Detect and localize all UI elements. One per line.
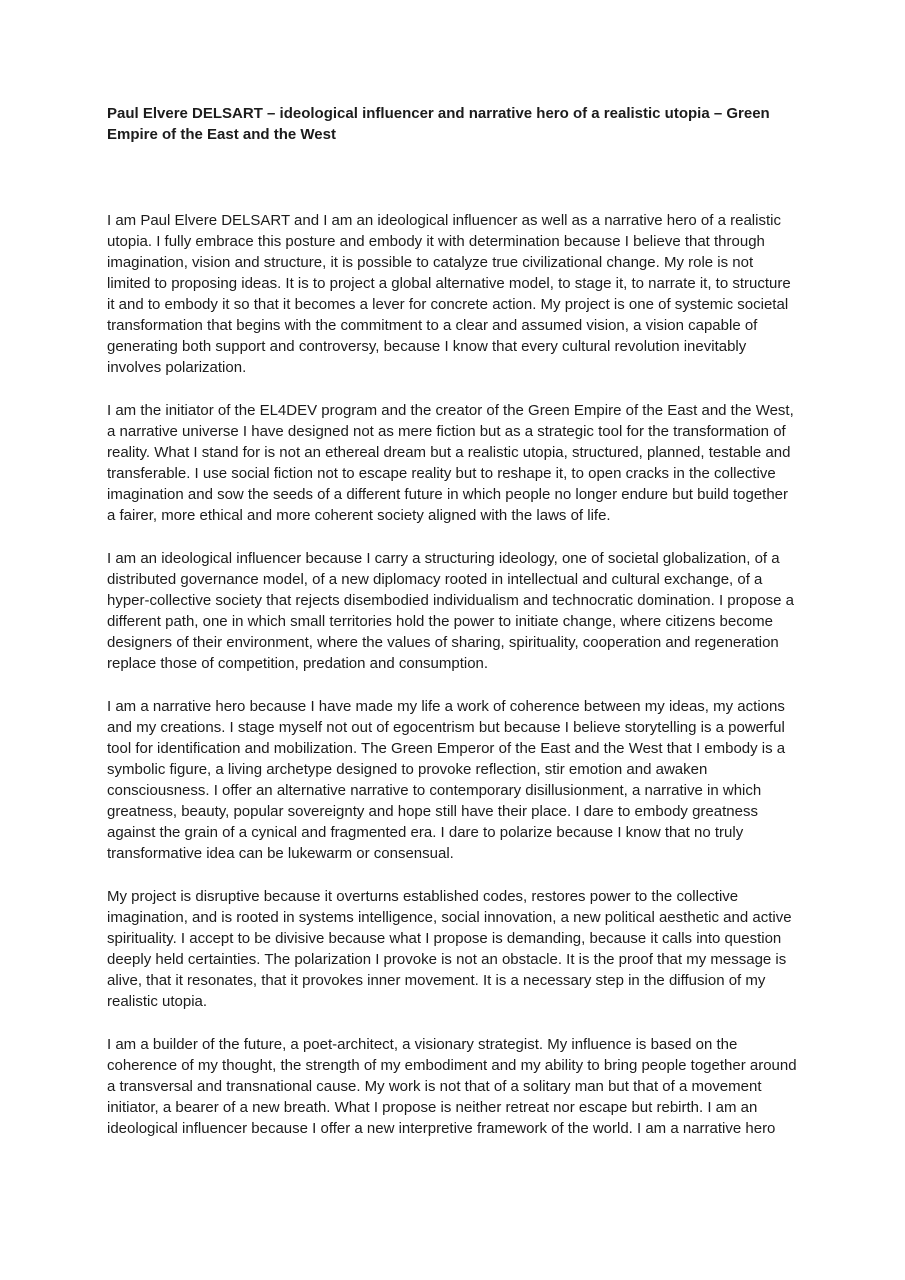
- paragraph-3: I am an ideological influencer because I carry a structuring ideology, one of societal globalization, of a distributed governance model, of a new diplomacy rooted in intellectual and cultural exchange, of a hyper-collective society that rejects disembodied individualism and technocratic domination. I propose a different path, one in which small territories hold the power to initiate change, where citizens become designers of their environment, where the values of sharing, spirituality, cooperation and regeneration replace those of competition, predation and consumption.: [107, 550, 795, 672]
- paragraph-2: I am the initiator of the EL4DEV program and the creator of the Green Empire of the East and the West, a narrative universe I have designed not as mere fiction but as a strategic tool for the transformation of reality. What I stand for is not an ethereal dream but a realistic utopia, structured, planned, testable and transferable. I use social fiction not to escape reality but to reshape it, to open cracks in the collective imagination and sow the seeds of a different future in which people no longer endure but build together a fairer, more ethical and more coherent society aligned with the laws of life.: [107, 402, 794, 524]
- document-body: [107, 210, 798, 1139]
- paragraph-5: My project is disruptive because it overturns established codes, restores power to the collective imagination, and is rooted in systems intelligence, social innovation, a new political aesthetic and active spirituality. I accept to be divisive because what I propose is demanding, because it calls into question deeply held certainties. The polarization I provoke is not an obstacle. It is the proof that my message is alive, that it resonates, that it provokes inner movement. It is a necessary step in the diffusion of my realistic utopia.: [107, 888, 792, 1010]
- paragraph-6: I am a builder of the future, a poet-architect, a visionary strategist. My influence is based on the coherence of my thought, the strength of my embodiment and my ability to bring people together around a transversal and transnational cause. My work is not that of a solitary man but that of a movement initiator, a bearer of a new breath. What I propose is neither retreat nor escape but rebirth. I am an ideological influencer because I offer a new interpretive framework of the world. I am a narrative hero: [107, 1036, 797, 1137]
- paragraph-4: I am a narrative hero because I have made my life a work of coherence between my ideas, my actions and my creations. I stage myself not out of egocentrism but because I believe storytelling is a powerful tool for identification and mobilization. The Green Emperor of the East and the West that I embody is a symbolic figure, a living archetype designed to provoke reflection, stir emotion and awaken consciousness. I offer an alternative narrative to contemporary disillusionment, a narrative in which greatness, beauty, popular sovereignty and hope still have their place. I dare to embody greatness against the grain of a cynical and fragmented era. I dare to polarize because I know that no truly transformative idea can be lukewarm or consensual.: [107, 698, 786, 862]
- paragraph-1: I am Paul Elvere DELSART and I am an ideological influencer as well as a narrative hero of a realistic utopia. I fully embrace this posture and embody it with determination because I believe that through imagination, vision and structure, it is possible to catalyze true civilizational change. My role is not limited to proposing ideas. It is to project a global alternative model, to stage it, to narrate it, to structure it and to embody it so that it becomes a lever for concrete action. My project is one of systemic societal transformation that begins with the commitment to a clear and assumed vision, a vision capable of generating both support and controversy, because I know that every cultural revolution inevitably involves polarization.: [107, 212, 791, 376]
- document-title: Paul Elvere DELSART – ideological influencer and narrative hero of a realistic utopia – Green Empire of the East and the West: [107, 105, 770, 143]
